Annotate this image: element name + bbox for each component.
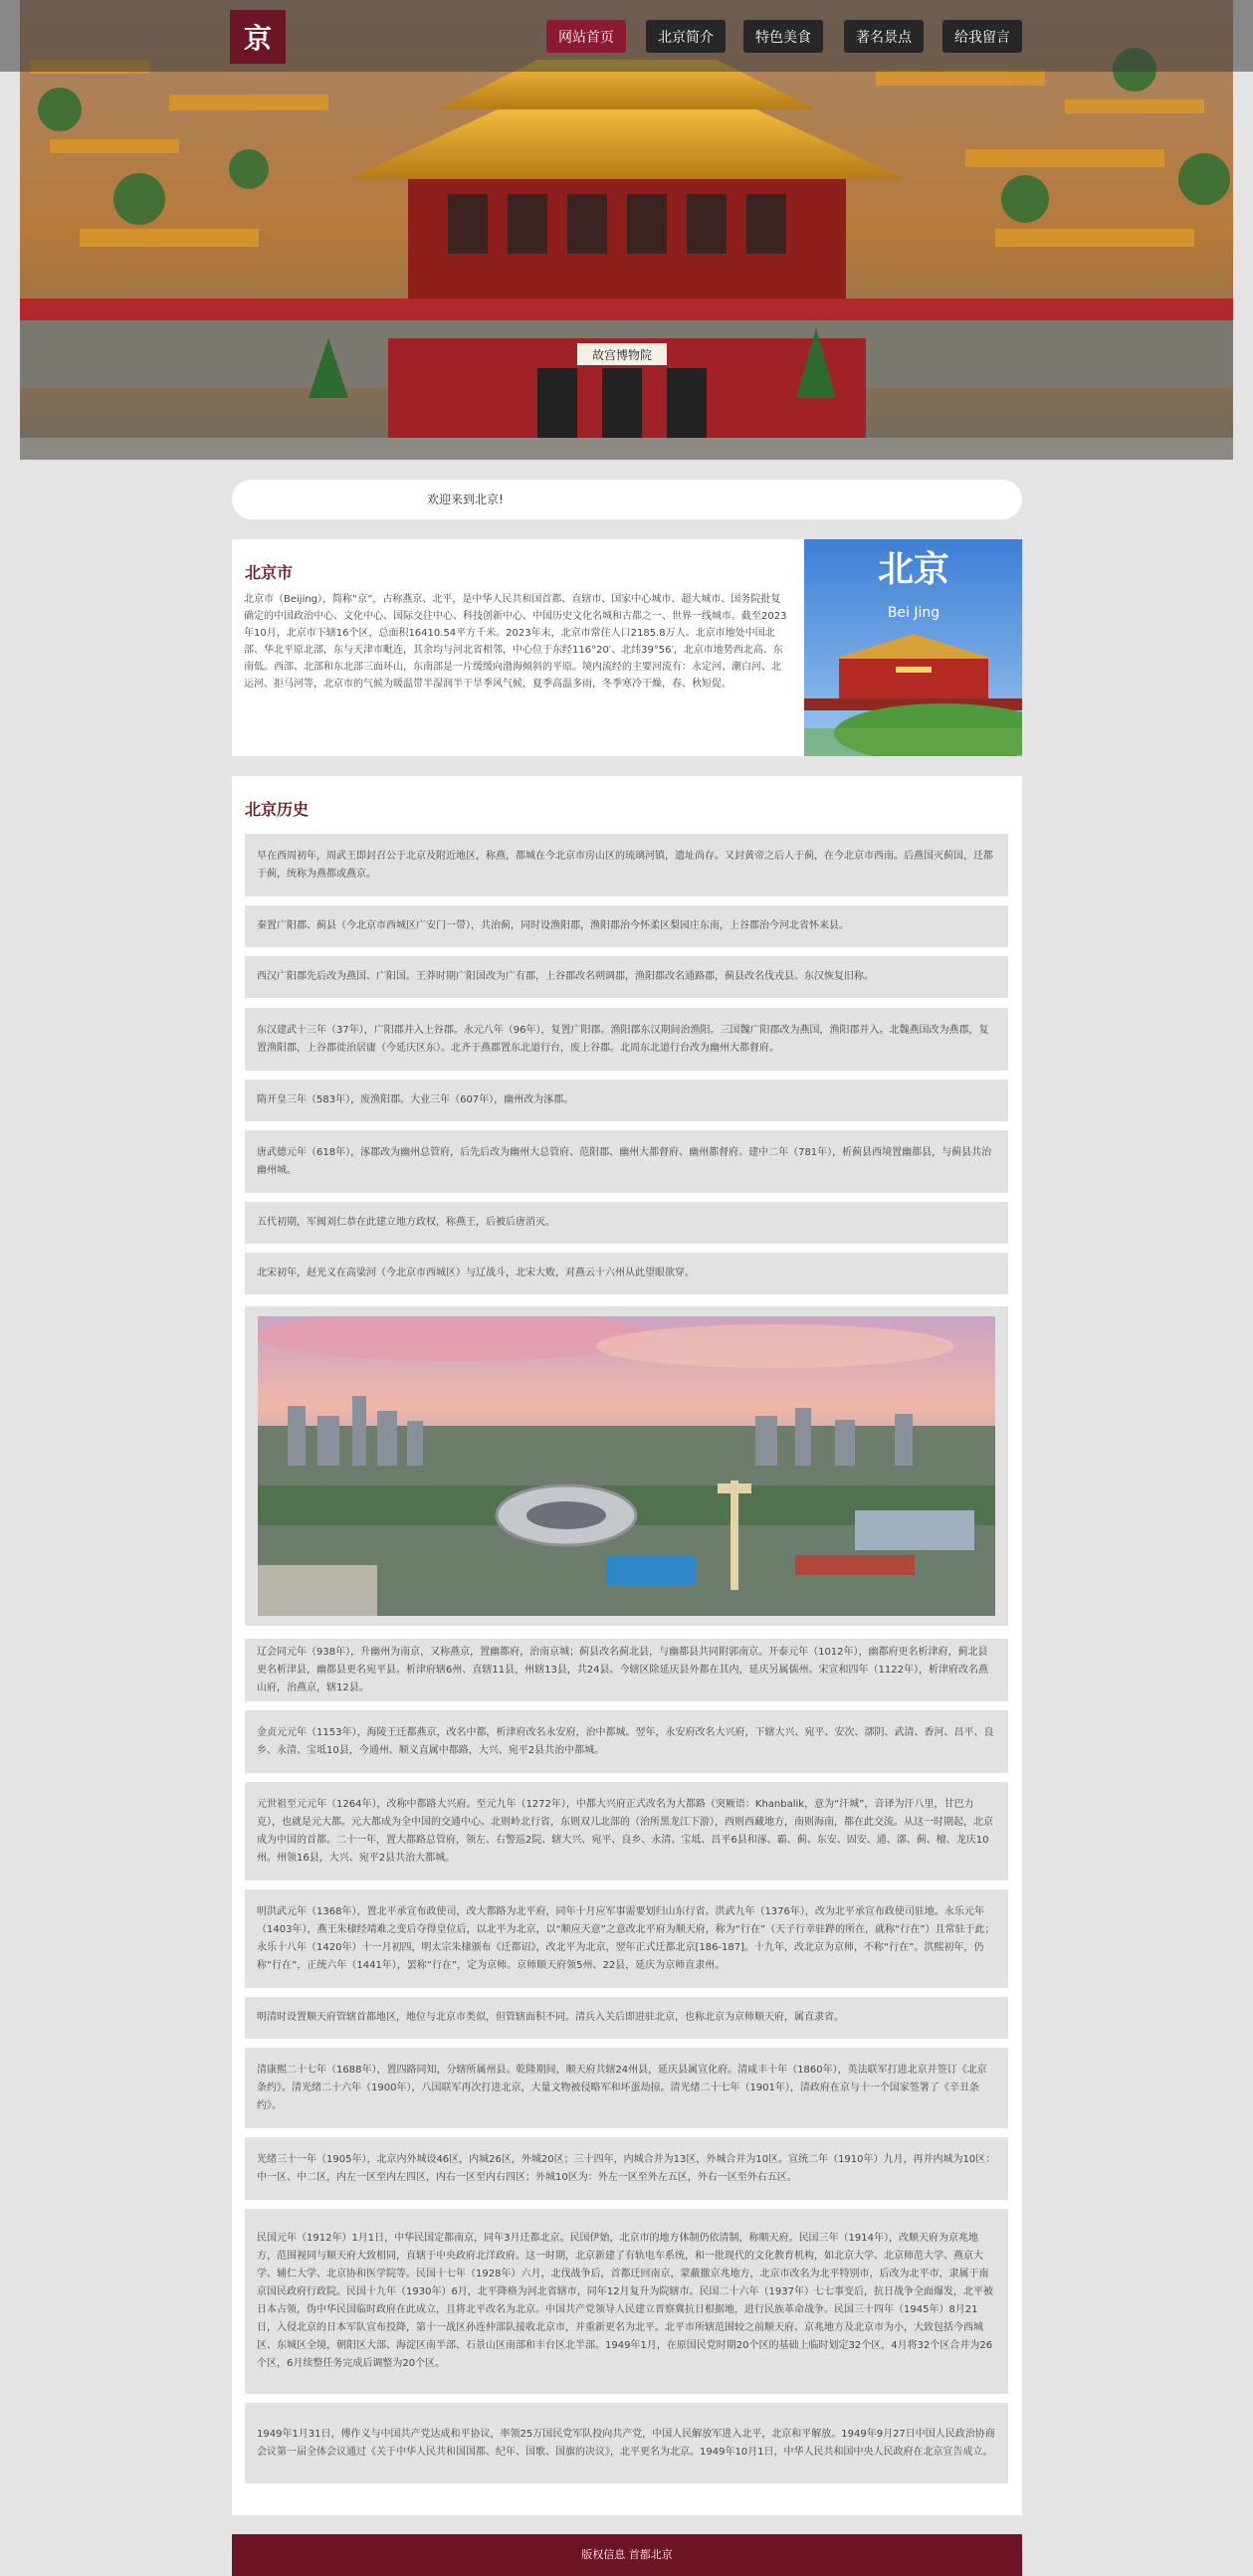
history-paragraph: 隋开皇三年（583年），废渔阳郡。大业三年（607年），幽州改为涿郡。	[245, 1080, 1008, 1121]
history-title: 北京历史	[245, 800, 310, 819]
top-navbar	[0, 0, 1253, 72]
site-logo[interactable]: 京	[230, 10, 286, 64]
history-paragraph: 辽会同元年（938年），升幽州为南京，又称燕京，置幽都府，治南京城；蓟县改名蓟北县，与幽都县共同附郭南京。开泰元年（1012年），幽都府更名析津府，蓟北县更名析津县，幽都县更名宛平县。析津府辖6州、直辖11县，州辖13县，共24县。今辖区除延庆县外都在其内，延庆另属儒州。宋宣和四年（1122年），析津府改名燕山府，治燕京，辖12县。	[245, 1639, 1008, 1701]
history-paragraph: 唐武德元年（618年），涿郡改为幽州总管府，后先后改为幽州大总管府、范阳郡、幽州大都督府、幽州都督府。建中二年（781年），析蓟县西境置幽都县，与蓟县共治幽州城。	[245, 1130, 1008, 1193]
image-title: 北京	[877, 548, 950, 590]
history-paragraph: 早在西周初年，周武王即封召公于北京及附近地区，称燕，都城在今北京市房山区的琉璃河镇，遗址尚存。又封黄帝之后人于蓟，在今北京市西南。后燕国灭蓟国，迁都于蓟，统称为燕都或燕京。	[245, 834, 1008, 896]
intro-title: 北京市	[245, 563, 294, 582]
history-paragraph: 元世祖至元元年（1264年），改称中都路大兴府。至元九年（1272年），中都大兴府正式改名为大都路（突厥语：Khanbalik，意为“汗城”，音译为汗八里，甘巴力克），也就是元大都。元大都成为全中国的交通中心。北则岭北行省，东则双儿北部的（治所黑龙江下游），西则西藏地方，南则海南，都在此交流。从这一时期起，北京成为中国的首都。二十一年，置大都路总管府，领左、右警巡2院、辖大兴、宛平、良乡、永清、宝坻、昌平6县和涿、霸、蓟、东安、固安、通、漷、蓟、檀、龙庆10州。州领16县，大兴、宛平2县共治大都城。	[245, 1782, 1008, 1881]
plaque-text: 故宫博物院	[591, 348, 653, 362]
nav-cuisine[interactable]: 特色美食	[743, 20, 823, 53]
nav-guestbook[interactable]: 给我留言	[942, 20, 1022, 53]
welcome-bar: 欢迎来到北京!	[232, 480, 1022, 519]
history-paragraph: 北宋初年，赵光义在高梁河（今北京市西城区）与辽战斗，北宋大败，对燕云十六州从此望眼欲穿。	[245, 1253, 1008, 1294]
image-subtitle: Bei Jing	[887, 605, 940, 621]
history-paragraph: 明洪武元年（1368年），置北平承宣布政使司，改大都路为北平府，同年十月应军事需要划归山东行省。洪武九年（1376年），改为北平承宣布政使司驻地。永乐元年（1403年），燕王朱棣经靖难之变后夺得皇位后，以北平为北京，以“顺应天意”之意改北平府为顺天府，称为“行在”（天子行幸驻跸的所在，就称“行在”）且常驻于此；永乐十八年（1420年）十一月初四，明太宗朱棣颁布《迁都诏》，改北平为北京，翌年正式迁都北京[186-187]。十九年，改北京为京师，不称“行在”。洪熙初年，仍称“行在”，正统六年（1441年），罢称“行在”，定为京师。京师顺天府领5州、22县，延庆为京师直隶州。	[245, 1889, 1008, 1988]
intro-text: 北京市（Beijing），简称“京”，古称燕京、北平，是中华人民共和国首都、直辖市、国家中心城市、超大城市、国务院批复确定的中国政治中心、文化中心、国际交往中心、科技创新中心、中国历史文化名城和古都之一、世界一线城市。截至2023年10月，北京市下辖16个区，总面积16410.54平方千米。2023年末，北京市常住人口2185.8万人。北京市地处中国北部、华北平原北部，东与天津市毗连，其余均与河北省相邻，中心位于东经116°20′、北纬39°56′，北京市地势西北高、东南低。西部、北部和东北部三面环山，东南部是一片缓缓向渤海倾斜的平原。境内流经的主要河流有：永定河、潮白河、北运河、拒马河等，北京市的气候为暖温带半湿润半干旱季风气候，夏季高温多雨，冬季寒冷干燥，春、秋短促。	[244, 594, 787, 690]
tiananmen-image	[804, 539, 1022, 756]
nav-attractions[interactable]: 著名景点	[844, 20, 924, 53]
olympic-park-image	[245, 1306, 1008, 1626]
site-footer: 版权信息 首都北京	[232, 2534, 1022, 2576]
history-paragraph: 民国元年（1912年）1月1日，中华民国定都南京，同年3月迁都北京。民国伊始，北京市的地方体制仍依清制，称顺天府。民国三年（1914年），改顺天府为京兆地方，范围视同与顺天府大致相同，直辖于中央政府北洋政府。这一时期，北京新建了有轨电车系统，和一批现代的文化教育机构，如北京大学、北京师范大学、燕京大学、辅仁大学、北京协和医学院等。民国十七年（1928年）六月，北伐战争后，首都迁回南京，蒙蔽撤京兆地方，北京市改名为北平特别市，后改为北平市，隶属于南京国民政府行政院。民国十九年（1930年）6月，北平降格为河北省辖市，同年12月复升为院辖市。民国二十六年（1937年）七七事变后，抗日战争全面爆发，北平被日本占领，伪中华民国临时政府在此成立，且将北平改名为北京。中国共产党领导人民建立晋察冀抗日根据地，进行民族革命战争。民国三十四年（1945年）8月21日，入侵北京的日本军队宣布投降，第十一战区孙连仲部队接收北京市，并重新更名为北平。北平市所辖范围较之前顺天府、京兆地方及北京市为小，大致包括今西城区、东城区全境，朝阳区大部、海淀区南半部、石景山区南部和丰台区北半部。1949年1月，在原国民党时期20个区的基础上临时划定32个区，4月将32个区合并为26个区，6月续整任务完成后调整为20个区。	[245, 2209, 1008, 2394]
nav-beijing-intro[interactable]: 北京简介	[646, 20, 726, 53]
history-paragraph: 五代初期，军阀刘仁恭在此建立地方政权，称燕王，后被后唐消灭。	[245, 1202, 1008, 1244]
history-paragraph: 西汉广阳郡先后改为燕国、广阳国。王莽时期广阳国改为广有郡，上谷郡改名朔调郡，渔阳郡改名通路郡，蓟县改名伐戎县。东汉恢复旧称。	[245, 956, 1008, 998]
history-paragraph: 清康熙二十七年（1688年），置四路同知，分辖所属州县。乾隆期间，顺天府共辖24州县，延庆县属宣化府。清咸丰十年（1860年），英法联军打进北京并签订《北京条约》。清光绪二十六年（1900年），八国联军再次打进北京，大量文物被侵略军和坏蛋劫掠。清光绪二十七年（1901年），清政府在京与十一个国家签署了《辛丑条约》。	[245, 2048, 1008, 2128]
history-paragraph: 秦置广阳郡、蓟县（今北京市西城区广安门一带），共治蓟，同时设渔阳郡，渔阳郡治今怀柔区梨园庄东南，上谷郡治今河北省怀来县。	[245, 905, 1008, 947]
history-section	[232, 776, 1022, 2515]
history-paragraph: 1949年1月31日，傅作义与中国共产党达成和平协议，率领25万国民党军队投向共产党，中国人民解放军进入北平，北京和平解放。1949年9月27日中国人民政治协商会议第一届全体会议通过《关于中华人民共和国国都、纪年、国歌、国旗的决议》，北平更名为北京。1949年10月1日，中华人民共和国中央人民政府在北京宣告成立。	[245, 2403, 1008, 2483]
intro-section	[232, 539, 1022, 756]
history-paragraph: 光绪三十一年（1905年），北京内外城设46区，内城26区，外城20区；三十四年，内城合并为13区，外城合并为10区。宣统二年（1910年）九月，再并内城为10区：中一区、中二区，内左一区至内左四区，内右一区至内右四区；外城10区为：外左一区至外左五区，外右一区至外右五区。	[245, 2137, 1008, 2200]
history-paragraph: 明清时设置顺天府管辖首都地区，地位与北京市类似，但管辖面积不同。清兵入关后即进驻北京，也称北京为京师顺天府，属直隶省。	[245, 1997, 1008, 2039]
history-paragraph: 东汉建武十三年（37年），广阳郡并入上谷郡。永元八年（96年），复置广阳郡。渔阳郡东汉期间治渔阳。三国魏广阳郡改为燕国，渔阳郡并入。北魏燕国改为燕郡，复置渔阳郡，上谷郡徙治居庸（今延庆区东）。北齐于燕郡置东北道行台，废上谷郡。北周东北道行台改为幽州大都督府。	[245, 1008, 1008, 1071]
nav-home[interactable]: 网站首页	[546, 20, 626, 53]
history-paragraph: 金贞元元年（1153年），海陵王迁都燕京，改名中都，析津府改名永安府，治中都城。翌年，永安府改名大兴府，下辖大兴、宛平、安次、漷阴、武清、香河、昌平、良乡、永清、宝坻10县，今通州、顺义直属中都路，大兴、宛平2县共治中都城。	[245, 1710, 1008, 1773]
